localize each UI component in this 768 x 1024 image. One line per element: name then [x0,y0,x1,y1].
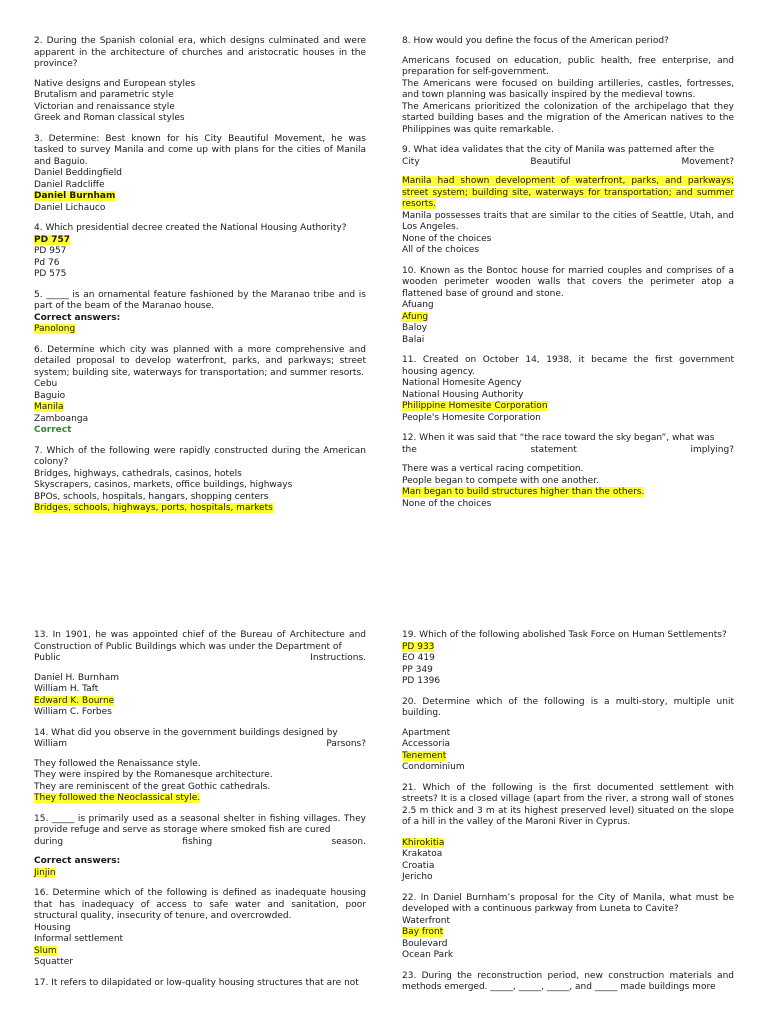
option: Balai [402,334,425,345]
question-6 [34,345,366,437]
option: National Housing Authority [402,389,524,400]
option: They followed the Renaissance style. [34,758,201,769]
question-11 [402,355,734,424]
question-text: 17. It refers to dilapidated or low-quality housing structures that are not [34,977,359,988]
question-text: 3. Determine: Best known for his City Beautiful Movement, he was tasked to survey Manila and come up with plans for the cities of Manila and Baguio. [34,133,366,167]
left-column-bottom [34,630,366,989]
question-text: 23. During the reconstruction period, new construction materials and methods emerged. _____, _____, _____, and _____ made buildings more [402,970,734,992]
option: Daniel Beddingfield [34,168,123,178]
option: Greek and Roman classical styles [34,113,185,123]
answer-highlight: PD 757 [34,234,70,245]
option: They are reminiscent of the great Gothic cathedrals. [34,781,271,792]
question-text: 5. _____ is an ornamental feature fashioned by the Maranao tribe and is part of the beam of the Maranao house. [34,289,366,311]
question-text: 19. Which of the following abolished Task Force on Human Settlements? [402,630,727,640]
option: William H. Taft [34,684,99,694]
question-text-cont: during fishing season. [34,836,366,847]
option: None of the choices [402,233,492,244]
option: Jericho [402,872,433,882]
option: There was a vertical racing competition. [402,464,584,474]
question-4 [34,223,366,281]
question-10 [402,266,734,347]
answer-highlight: Tenement [402,750,447,761]
correct-status: Correct [34,425,72,435]
option: Zamboanga [34,413,89,424]
question-text-cont: City Beautiful Movement? [402,156,734,167]
question-text: 4. Which presidential decree created the National Housing Authority? [34,223,347,233]
option: Victorian and renaissance style [34,101,175,112]
question-9 [402,145,734,257]
option: Waterfront [402,915,451,926]
question-text: 22. In Daniel Burnham’s proposal for the City of Manila, what must be developed with a continuous parkway from Luneta to Cavite? [402,892,734,914]
question-text: 15. _____ is primarily used as a seasonal shelter in fishing villages. They provide refuge and serve as storage where smoked fish are cured [34,813,366,835]
answer-highlight: Manila had shown development of waterfront, parks, and parkways; street system; building site, waterways for transportation; and summer resorts. [402,176,734,209]
option: Skyscrapers, casinos, markets, office buildings, highways [34,480,293,490]
option: Baloy [402,323,428,333]
option: Housing [34,922,71,933]
question-16 [34,888,366,969]
answer-highlight: Panolong [34,324,76,334]
option: Pd 76 [34,257,60,268]
correct-answers-label: Correct answers: [34,856,121,866]
answer-highlight: Khirokitia [402,837,445,848]
option: PD 575 [34,269,67,279]
right-column-bottom [402,630,734,994]
question-21 [402,783,734,884]
question-23 [402,971,734,994]
question-5 [34,290,366,336]
option: Boulevard [402,938,448,949]
option: None of the choices [402,498,492,509]
answer-highlight: Manila [34,402,64,412]
option: The Americans prioritized the colonization of the archipelago that they started building bases and the migration of the American natives to the Philippines was quite remarkable. [402,101,734,135]
option: Ocean Park [402,950,454,960]
option: Cebu [34,379,58,389]
question-2 [34,36,366,125]
answer-highlight: PD 933 [402,641,435,652]
option: Brutalism and parametric style [34,90,174,100]
question-text: 6. Determine which city was planned with a more comprehensive and detailed proposal to develop waterfront, parks, and parkways; street system; building site, waterways for transportation; and summer resorts. [34,344,366,378]
question-22 [402,893,734,962]
option: Krakatoa [402,849,443,859]
option: PD 957 [34,246,67,256]
answer-highlight: Afung [402,311,429,322]
option: PP 349 [402,664,433,675]
question-text: 13. In 1901, he was appointed chief of the Bureau of Architecture and Construction of Public Buildings which was under the Department of [34,630,366,652]
question-12 [402,433,734,510]
question-19 [402,630,734,688]
option: Condominium [402,762,465,772]
question-3 [34,134,366,215]
option: Afuang [402,300,434,310]
option: Daniel H. Burnham [34,672,119,683]
question-text: 20. Determine which of the following is a multi-story, multiple unit building. [402,696,734,718]
option: The Americans were focused on building artilleries, castles, fortresses, and town planning was basically inspired by the medieval towns. [402,78,734,100]
question-text-cont: William Parsons? [34,739,366,749]
answer-highlight: Daniel Burnham [34,191,116,201]
option: Native designs and European styles [34,78,196,89]
option: Squatter [34,957,73,967]
option: Baguio [34,390,66,401]
option: People's Homesite Corporation [402,412,541,423]
option: Daniel Lichauco [34,202,106,213]
option: They were inspired by the Romanesque architecture. [34,770,273,780]
answer-highlight: Man began to build structures higher than the others. [402,487,645,497]
right-column-top [402,36,734,510]
question-text-cont: Public Instructions. [34,653,366,663]
question-13 [34,630,366,719]
option: Accessoria [402,739,451,749]
question-17 [34,978,366,990]
option: National Homesite Agency [402,378,522,388]
answer-highlight: They followed the Neoclassical style. [34,793,201,803]
answer-highlight: Bridges, schools, highways, ports, hospitals, markets [34,503,273,513]
option: Informal settlement [34,934,124,944]
answer-highlight: Philippine Homesite Corporation [402,401,548,411]
answer-highlight: Slum [34,945,57,956]
question-text: 2. During the Spanish colonial era, which designs culminated and were apparent in the architecture of churches and aristocratic houses in the province? [34,36,366,69]
question-text: 10. Known as the Bontoc house for married couples and comprises of a wooden perimeter wooden walls that covers the perimeter atop a flattened base of ground and stone. [402,265,734,299]
option: People began to compete with one another. [402,475,599,486]
option: Manila possesses traits that are similar to the cities of Seattle, Utah, and Los Angeles. [402,210,734,232]
question-text: 11. Created on October 14, 1938, it became the first government housing agency. [402,355,734,377]
correct-answers-label: Correct answers: [34,312,121,323]
option: BPOs, schools, hospitals, hangars, shopping centers [34,491,269,502]
question-15 [34,814,366,880]
question-text: 12. When it was said that “the race toward the sky began”, what was [402,433,715,443]
question-20 [402,697,734,774]
question-7 [34,446,366,515]
question-text: 7. Which of the following were rapidly constructed during the American colony? [34,445,366,467]
option: All of the choices [402,245,480,255]
option: Croatia [402,860,435,871]
question-text: 8. How would you define the focus of the American period? [402,36,669,46]
option: Americans focused on education, public health, free enterprise, and preparation for self-government. [402,55,734,77]
question-14 [34,728,366,805]
question-text: 9. What idea validates that the city of Manila was patterned after the [402,145,715,155]
question-text: 14. What did you observe in the government buildings designed by [34,727,338,738]
option: PD 1396 [402,676,441,686]
question-text: 21. Which of the following is the first documented settlement with streets? It is a closed village (apart from the river, a strong wall of stones 2.5 m thick and 3 m at its highest preserved level) situated on the slope of a hill in the valley of the Maroni River in Cyprus. [402,782,734,827]
option: EO 419 [402,653,435,663]
option: Apartment [402,727,451,738]
left-column-top [34,36,366,515]
answer-highlight: Bay front [402,927,444,937]
option: William C. Forbes [34,707,112,717]
answer-highlight: Edward K. Bourne [34,695,115,706]
question-8 [402,36,734,136]
option: Bridges, highways, cathedrals, casinos, hotels [34,468,242,479]
answer-highlight: Jinjin [34,867,56,878]
question-text-cont: the statement implying? [402,444,734,455]
option: Daniel Radcliffe [34,179,105,190]
question-text: 16. Determine which of the following is defined as inadequate housing that has inadequacy of access to safe water and sanitation, poor structural quality, insecurity of tenure, and overcrowded. [34,888,366,921]
